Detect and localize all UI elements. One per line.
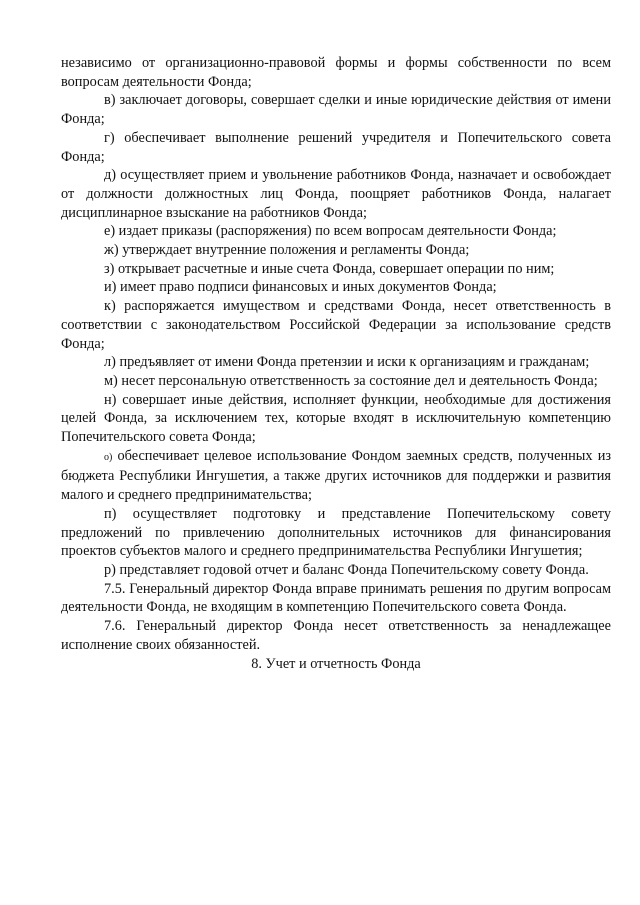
- paragraph-item-i: и) имеет право подписи финансовых и иных документов Фонда;: [104, 279, 497, 296]
- paragraph-item-e: е) издает приказы (распоряжения) по всем вопросам деятельности Фонда;: [104, 223, 557, 240]
- item-o-text: обеспечивает целевое использование Фондом заемных средств, полученных из бюджета Республики Ингушетия, а также других источников для поддержки и развития малого и среднего предпринимательства;: [61, 447, 611, 504]
- paragraph-item-k: к) распоряжается имуществом и средствами Фонда, несет ответственность в соответствии с законодательством Российской Федерации за использование средств Фонда;: [61, 298, 611, 352]
- paragraph-item-zh: ж) утверждает внутренние положения и регламенты Фонда;: [104, 242, 470, 259]
- paragraph-item-r: р) представляет годовой отчет и баланс Фонда Попечительскому совету Фонда.: [104, 561, 589, 578]
- paragraph-item-g: г) обеспечивает выполнение решений учредителя и Попечительского совета Фонда;: [61, 129, 611, 165]
- paragraph-7-5: 7.5. Генеральный директор Фонда вправе принимать решения по другим вопросам деятельности Фонда, не входящим в компетенцию Попечительского совета Фонда.: [61, 580, 611, 616]
- paragraph-item-n: н) совершает иные действия, исполняет функции, необходимые для достижения целей Фонда, за исключением тех, которые входят в исключительную компетенцию Попечительского совета Фонда;: [61, 391, 611, 446]
- section-heading: 8. Учет и отчетность Фонда: [251, 655, 421, 672]
- paragraph-continuation: независимо от организационно-правовой формы и формы собственности по всем вопросам деятельности Фонда;: [61, 55, 611, 90]
- paragraph-item-l: л) предъявляет от имени Фонда претензии и иски к организациям и гражданам;: [104, 354, 590, 371]
- item-o-marker: о): [104, 451, 113, 463]
- paragraph-item-p: п) осуществляет подготовку и представление Попечительскому совету предложений по привлечению дополнительных источников для финансирования проектов субъектов малого и среднего предпринимательства Республики Ингушетия;: [61, 505, 611, 560]
- paragraph-item-v: в) заключает договоры, совершает сделки и иные юридические действия от имени Фонда;: [61, 92, 611, 128]
- paragraph-7-6: 7.6. Генеральный директор Фонда несет ответственность за ненадлежащее исполнение своих обязанностей.: [61, 618, 611, 653]
- document-body: [61, 54, 611, 673]
- paragraph-item-d: д) осуществляет прием и увольнение работников Фонда, назначает и освобождает от должности должностных лиц Фонда, поощряет работников Фонда, налагает дисциплинарное взыскание на работников Фонда;: [61, 167, 611, 221]
- paragraph-item-o: [61, 447, 611, 505]
- paragraph-item-m: м) несет персональную ответственность за состояние дел и деятельность Фонда;: [104, 372, 598, 389]
- paragraph-item-z: з) открывает расчетные и иные счета Фонда, совершает операции по ним;: [104, 260, 555, 277]
